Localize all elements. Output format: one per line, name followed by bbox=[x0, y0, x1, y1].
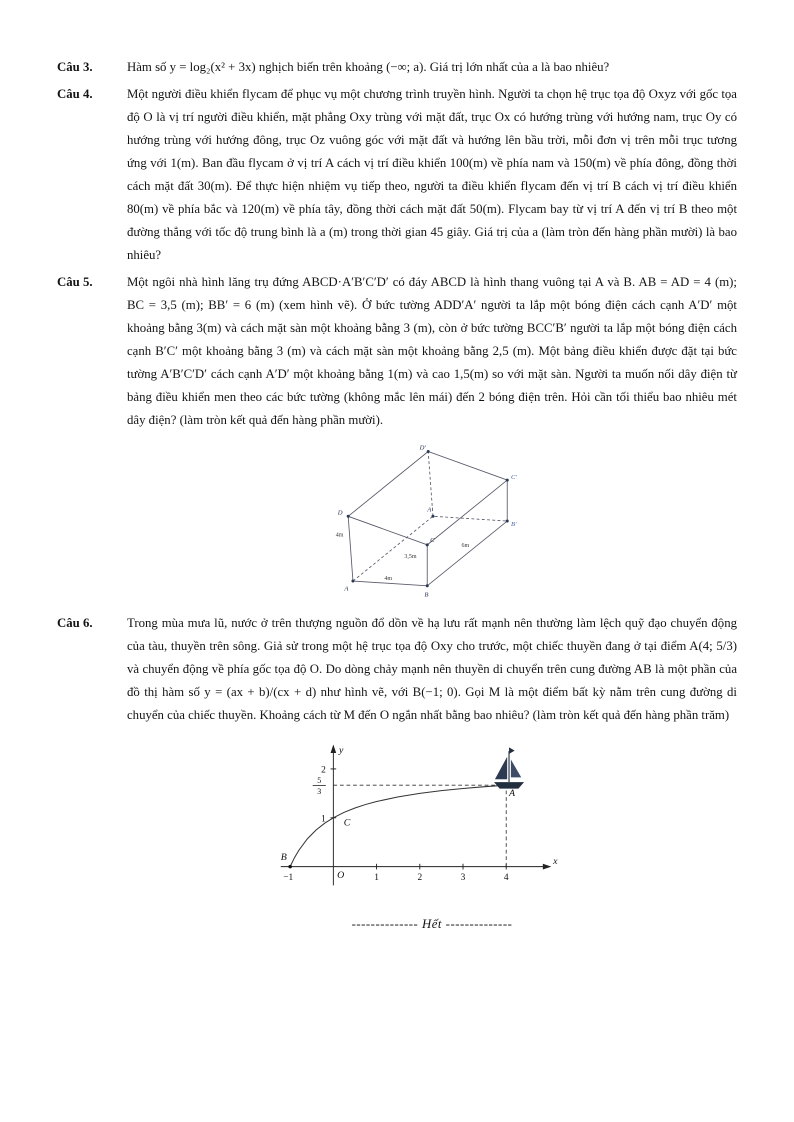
question-3-body bbox=[127, 56, 737, 79]
question-5-label: Câu 5. bbox=[57, 275, 93, 289]
question-6 bbox=[57, 612, 737, 936]
dim-label-ad: 4m bbox=[335, 532, 344, 539]
x-axis-arrow bbox=[543, 864, 551, 870]
y-tick-label-1: 1 bbox=[321, 814, 326, 825]
question-5-body bbox=[127, 271, 737, 608]
question-5 bbox=[57, 271, 737, 608]
curve-ab bbox=[290, 785, 506, 866]
x-tick-label-3: 3 bbox=[460, 872, 466, 883]
vertex-label-b1: B′ bbox=[511, 520, 517, 528]
end-of-exam-text: -------------- Hết -------------- bbox=[351, 917, 513, 931]
vertex-label-c1: C′ bbox=[511, 474, 517, 482]
boat-hull bbox=[494, 782, 524, 789]
boat-flag bbox=[509, 747, 515, 754]
vertex-dot-a bbox=[351, 580, 354, 583]
prism-edge-cc1 bbox=[427, 480, 507, 545]
vertex-label-b: B bbox=[424, 591, 429, 599]
prism-outline bbox=[348, 452, 507, 586]
question-4-text: Một người điều khiển flycam để phục vụ một chương trình truyền hình. Người ta chọn hệ trục tọa độ Oxyz với gốc tọa độ O là vị trí người điều khiển, mặt phẳng Oxy trùng với mặt đất, trục Ox có hướng trùng với hướng nam, trục Oy có hướng trùng với hướng đông, trục Oz vuông góc với mặt đất và hướng lên bầu trời, mỗi đơn vị trên mỗi trục tương ứng với 1(m). Ban đầu flycam ở vị trí A cách vị trí điều khiển 100(m) về phía nam và 150(m) về phía đông, đồng thời cách mặt đất 30(m). Để thực hiện nhiệm vụ tiếp theo, người ta điều khiển flycam đến vị trí B cách vị trí điều khiển 80(m) về phía bắc và 120(m) về phía tây, đồng thời cách mặt đất 50(m). Flycam bay từ vị trí A đến vị trí B theo một đường thẳng với tốc độ trung bình là a (m) trong thời gian 45 giây. Giá trị của a (làm tròn đến hàng phần mười) là bao nhiêu? bbox=[127, 87, 737, 262]
y-axis-label: y bbox=[339, 744, 344, 756]
question-3 bbox=[57, 56, 737, 79]
question-5-text: Một ngôi nhà hình lăng trụ đứng ABCD·A′B′C′D′ có đáy ABCD là hình thang vuông tại A và B. AB = AD = 4 (m); BC = 3,5 (m); BB′ = 6 (m) (xem hình vẽ). Ở bức tường ADD′A′ người ta lắp một bóng điện cách cạnh A′D′ một khoảng bằng 3(m) và cách mặt sàn một khoảng bằng 3 (m), còn ở bức tường BCC′B′ người ta lắp một bóng điện cách cạnh B′C′ một khoảng bằng 3 (m) và cách mặt sàn một khoảng bằng 2,5 (m). Một bảng điều khiển được đặt tại bức tường A′B′C′D′ cách cạnh A′D′ một khoảng bằng 1(m) và cao 1,5(m) so với mặt sàn. Người ta muốn nối dây điện từ bảng điều khiển men theo các bức tường (không mắc lên mái) đến 2 bóng điện trên. Hỏi cần tối thiểu bao nhiêu mét dây điện? (làm tròn kết quả đến hàng phần mười). bbox=[127, 275, 737, 427]
vertex-label-d: D bbox=[337, 509, 343, 517]
dim-label-bc: 3,5m bbox=[404, 554, 417, 561]
y-tick-label-2: 2 bbox=[321, 765, 326, 776]
vertex-label-a1: A′ bbox=[427, 506, 433, 514]
graph-figure bbox=[277, 735, 587, 909]
vertex-dot-b bbox=[426, 584, 429, 587]
question-4-label: Câu 4. bbox=[57, 87, 93, 101]
x-tick-label-neg1: −1 bbox=[283, 872, 294, 883]
boat-icon bbox=[494, 747, 524, 788]
question-3-label: Câu 3. bbox=[57, 60, 93, 74]
vertex-label-c: C bbox=[430, 537, 435, 544]
y-frac-denominator: 3 bbox=[317, 786, 322, 796]
question-6-body bbox=[127, 612, 737, 936]
vertex-dot-b1 bbox=[506, 520, 509, 523]
prism-figure bbox=[332, 440, 532, 604]
vertex-dot-c bbox=[426, 543, 429, 546]
point-c-label: C bbox=[343, 817, 351, 829]
origin-label: O bbox=[337, 869, 345, 881]
y-frac-numerator: 5 bbox=[317, 776, 322, 786]
point-b-dot bbox=[288, 865, 292, 869]
boat-sail-right bbox=[511, 760, 521, 778]
vertex-dot-d1 bbox=[427, 450, 430, 453]
x-tick-label-1: 1 bbox=[374, 872, 379, 883]
point-a-label: A bbox=[509, 788, 516, 800]
vertex-dot-a1 bbox=[431, 515, 434, 518]
vertex-dot-c1 bbox=[506, 479, 509, 482]
vertex-dot-d bbox=[347, 515, 350, 518]
dim-label-depth: 6m bbox=[461, 542, 470, 549]
prism-figure-wrap bbox=[127, 440, 737, 604]
point-b-label: B bbox=[280, 852, 287, 864]
graph-figure-wrap bbox=[127, 735, 737, 909]
question-6-text: Trong mùa mưa lũ, nước ở trên thượng nguồn đổ dồn về hạ lưu rất mạnh nên thường làm lệch quỹ đạo chuyển động của tàu, thuyền trên sông. Giả sử trong một hệ trục tọa độ Oxy cho trước, một chiếc thuyền đang ở tại điểm A(4; 5/3) và chuyển động về phía gốc tọa độ O. Do dòng chảy mạnh nên thuyền di chuyển trên cung đường AB là một phần của đồ thị hàm số y = (ax + b)/(cx + d) như hình vẽ, với B(−1; 0). Gọi M là một điểm bất kỳ nằm trên cung đường di chuyển của chiếc thuyền. Khoảng cách từ M đến O ngắn nhất bằng bao nhiêu? (làm tròn kết quả đến hàng phần trăm) bbox=[127, 616, 737, 722]
x-tick-label-2: 2 bbox=[417, 872, 423, 883]
question-6-label: Câu 6. bbox=[57, 616, 93, 630]
y-axis-arrow bbox=[331, 745, 337, 753]
vertex-label-d1: D′ bbox=[419, 444, 426, 452]
dim-label-ab: 4m bbox=[384, 576, 393, 583]
question-3-text: Hàm số y = log₂(x² + 3x) nghịch biến trên khoảng (−∞; a). Giá trị lớn nhất của a là bao nhiêu? bbox=[127, 60, 610, 74]
vertex-label-a: A bbox=[344, 585, 349, 593]
boat-sail-left bbox=[495, 757, 507, 780]
prism-edges bbox=[348, 452, 507, 586]
x-tick-label-4: 4 bbox=[503, 872, 509, 883]
x-axis-label: x bbox=[553, 855, 558, 867]
question-4 bbox=[57, 83, 737, 267]
question-4-body bbox=[127, 83, 737, 267]
